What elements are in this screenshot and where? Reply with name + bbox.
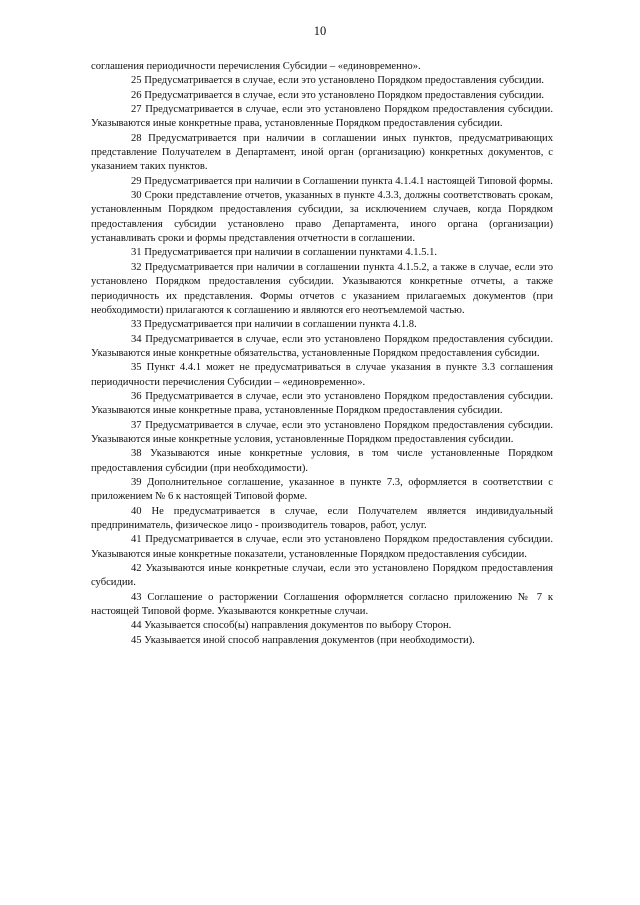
footnote-paragraph: 32 Предусматривается при наличии в соглашении пункта 4.1.5.2, а также в случае, если это установлено Порядком предоставления субсидии. Указываются конкретные отчеты, а также периодичность их представления. Формы отчетов с указанием прилагаемых документов (при необходимости) прилагаются к соглашению и являются его неотъемлемой частью. [91,261,553,316]
footnote-paragraph: 34 Предусматривается в случае, если это установлено Порядком предоставления субсидии. Указываются иные конкретные обязательства, установленные Порядком предоставления субсидии. [91,333,553,359]
footnote-paragraph: 36 Предусматривается в случае, если это установлено Порядком предоставления субсидии. Указываются иные конкретные права, установленные Порядком предоставления субсидии. [91,390,553,417]
footnote-paragraph: 29 Предусматривается при наличии в Соглашении пункта 4.1.4.1 настоящей Типовой формы. [131,175,553,187]
footnote-paragraph: 42 Указываются иные конкретные случаи, если это установлено Порядком предоставления субсидии. [91,563,553,589]
footnote-paragraph: 44 Указывается способ(ы) направления документов по выбору Сторон. [131,620,452,632]
footnotes-text [91,60,553,648]
footnote-paragraph: 26 Предусматривается в случае, если это установлено Порядком предоставления субсидии. [131,89,545,101]
footnote-paragraph: 43 Соглашение о расторжении Соглашения оформляется согласно приложению № 7 к настоящей Типовой форме. Указываются конкретные случаи. [91,591,553,618]
page-number: 10 [313,24,327,38]
footnote-paragraph: 28 Предусматривается при наличии в соглашении иных пунктов, предусматривающих представление Получателем в Департамент, иной орган (организацию) конкретных документов, с указанием таких пунктов. [91,132,553,173]
footnote-paragraph: соглашения периодичности перечисления Субсидии – «единовременно». [91,61,421,72]
footnote-paragraph: 38 Указываются иные конкретные условия, в том числе установленные Порядком предоставления субсидии (при необходимости). [91,448,553,474]
footnote-paragraph: 41 Предусматривается в случае, если это установлено Порядком предоставления субсидии. Указываются иные конкретные показатели, установленные Порядком предоставления субсидии. [91,534,553,560]
footnote-paragraph: 27 Предусматривается в случае, если это установлено Порядком предоставления субсидии. Указываются иные конкретные права, установленные Порядком предоставления субсидии. [91,104,553,130]
footnote-paragraph: 25 Предусматривается в случае, если это установлено Порядком предоставления субсидии. [131,75,545,87]
footnote-paragraph: 39 Дополнительное соглашение, указанное в пункте 7.3, оформляется в соответствии с приложением № 6 к настоящей Типовой форме. [91,476,553,503]
footnote-paragraph: 35 Пункт 4.4.1 может не предусматриваться в случае указания в пункте 3.3 соглашения периодичности перечисления Субсидии – «единовременно». [91,362,553,388]
footnote-paragraph: 45 Указывается иной способ направления документов (при необходимости). [131,634,475,646]
footnote-paragraph: 37 Предусматривается в случае, если это установлено Порядком предоставления субсидии. Указываются иные конкретные условия, установленные Порядком предоставления субсидии. [91,419,553,445]
footnote-paragraph: 40 Не предусматривается в случае, если Получателем является индивидуальный предприниматель, физическое лицо - производитель товаров, работ, услуг. [91,505,553,531]
footnote-paragraph: 31 Предусматривается при наличии в соглашении пунктами 4.1.5.1. [131,247,438,259]
footnote-paragraph: 30 Сроки представление отчетов, указанных в пункте 4.3.3, должны соответствовать срокам, установленным Порядком предоставления субсидии, за исключением случаев, когда Порядком предоставления субсидии установлено право Департамента, иного органа (организации) устанавливать сроки и формы представления отчетности в соглашении. [91,190,553,245]
footnote-paragraph: 33 Предусматривается при наличии в соглашении пункта 4.1.8. [131,319,417,331]
